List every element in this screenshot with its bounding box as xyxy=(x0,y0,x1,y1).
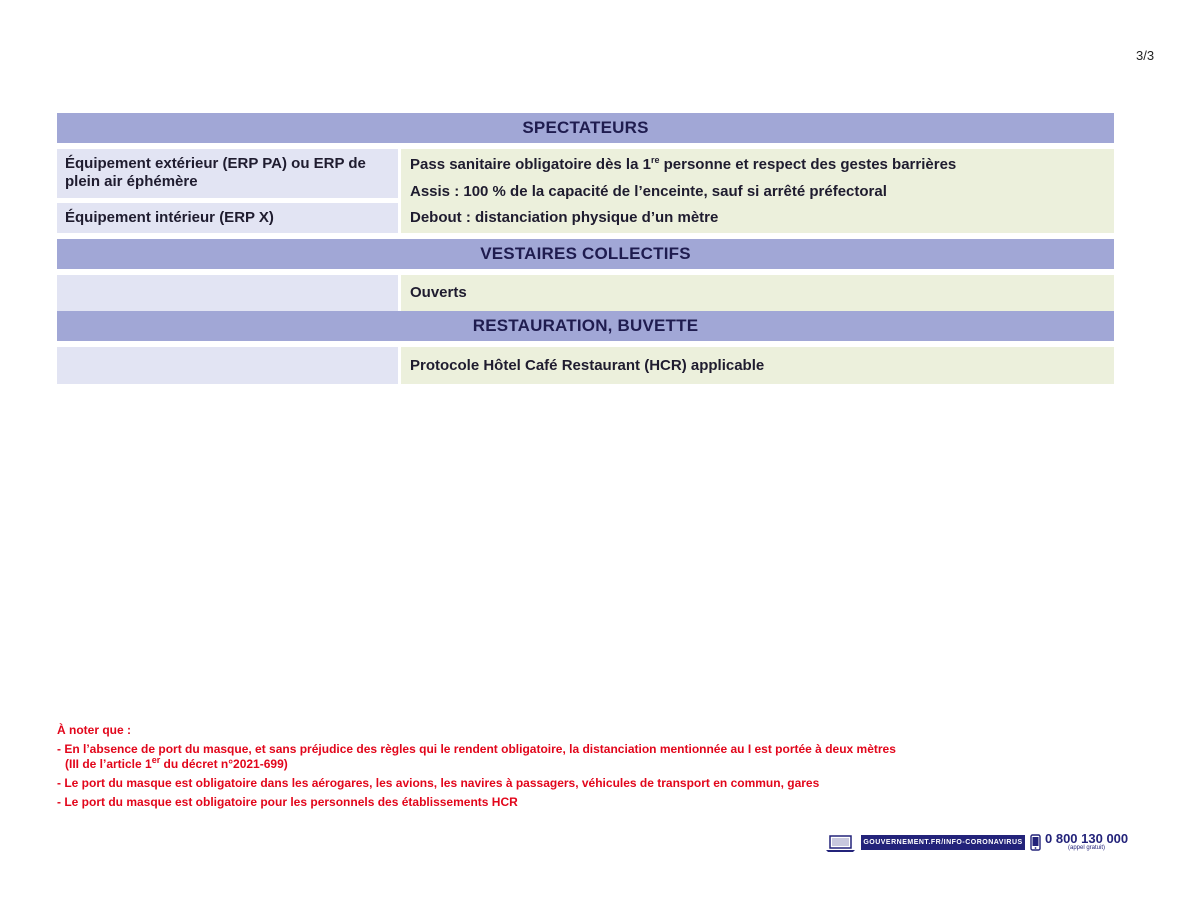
restauration-block xyxy=(57,347,1114,384)
note-text: (III de l’article 1 xyxy=(65,757,152,771)
empty-cell xyxy=(57,275,398,311)
restauration-left-column xyxy=(57,347,398,384)
phone-number[interactable]: 0 800 130 000 xyxy=(1045,831,1129,846)
restauration-rules xyxy=(401,347,1114,384)
spectateurs-rules xyxy=(401,149,1114,233)
vestiaires-left-column xyxy=(57,275,398,311)
spectateurs-block xyxy=(57,149,1114,233)
hcr-rule: Protocole Hôtel Café Restaurant (HCR) applicable xyxy=(410,357,765,374)
debout-rule: Debout : distanciation physique d’un mètre xyxy=(410,209,719,226)
phone-icon xyxy=(1030,834,1041,851)
empty-cell xyxy=(57,347,398,384)
rule-text: Pass sanitaire obligatoire dès la 1 xyxy=(410,156,651,173)
vestiaires-block xyxy=(57,275,1114,311)
ouverts-rule: Ouverts xyxy=(410,284,467,301)
spectateurs-left-column xyxy=(57,149,398,233)
section-header-vestiaires: VESTAIRES COLLECTIFS xyxy=(57,239,1114,269)
ordinal-suffix: er xyxy=(151,755,161,765)
rule-text: personne et respect des gestes barrières xyxy=(659,156,957,173)
equipement-interieur-label: Équipement intérieur (ERP X) xyxy=(57,203,398,233)
assis-rule: Assis : 100 % de la capacité de l’enceinte, sauf si arrêté préfectoral xyxy=(410,183,887,200)
section-header-spectateurs: SPECTATEURS xyxy=(57,113,1114,143)
notes-title: À noter que : xyxy=(57,723,131,737)
phone-note: (appel gratuit) xyxy=(1068,845,1106,851)
rules-table xyxy=(57,113,1114,384)
note-text: du décret n°2021-699) xyxy=(160,757,288,771)
note-distanciation: - En l’absence de port du masque, et sans préjudice des règles qui le rendent obligatoire, la distanciation mentionnée au I est portée à deux mètres xyxy=(57,742,896,756)
pass-sanitaire-rule xyxy=(401,156,956,173)
laptop-icon xyxy=(825,835,856,852)
equipement-exterieur-label: Équipement extérieur (ERP PA) ou ERP de plein air éphémère xyxy=(57,149,398,198)
website-link[interactable]: GOUVERNEMENT.FR/INFO-CORONAVIRUS xyxy=(861,835,1025,850)
ordinal-suffix: re xyxy=(650,155,660,165)
note-masque-hcr: - Le port du masque est obligatoire pour les personnels des établissements HCR xyxy=(57,795,518,809)
section-header-restauration: RESTAURATION, BUVETTE xyxy=(57,311,1114,341)
note-decret-reference xyxy=(57,756,896,773)
vestiaires-rules xyxy=(401,275,1114,311)
note-masque-transport: - Le port du masque est obligatoire dans les aérogares, les avions, les navires à passagers, véhicules de transport en commun, gares xyxy=(57,776,820,790)
page-number: 3/3 xyxy=(1136,48,1155,63)
notes xyxy=(57,722,896,811)
